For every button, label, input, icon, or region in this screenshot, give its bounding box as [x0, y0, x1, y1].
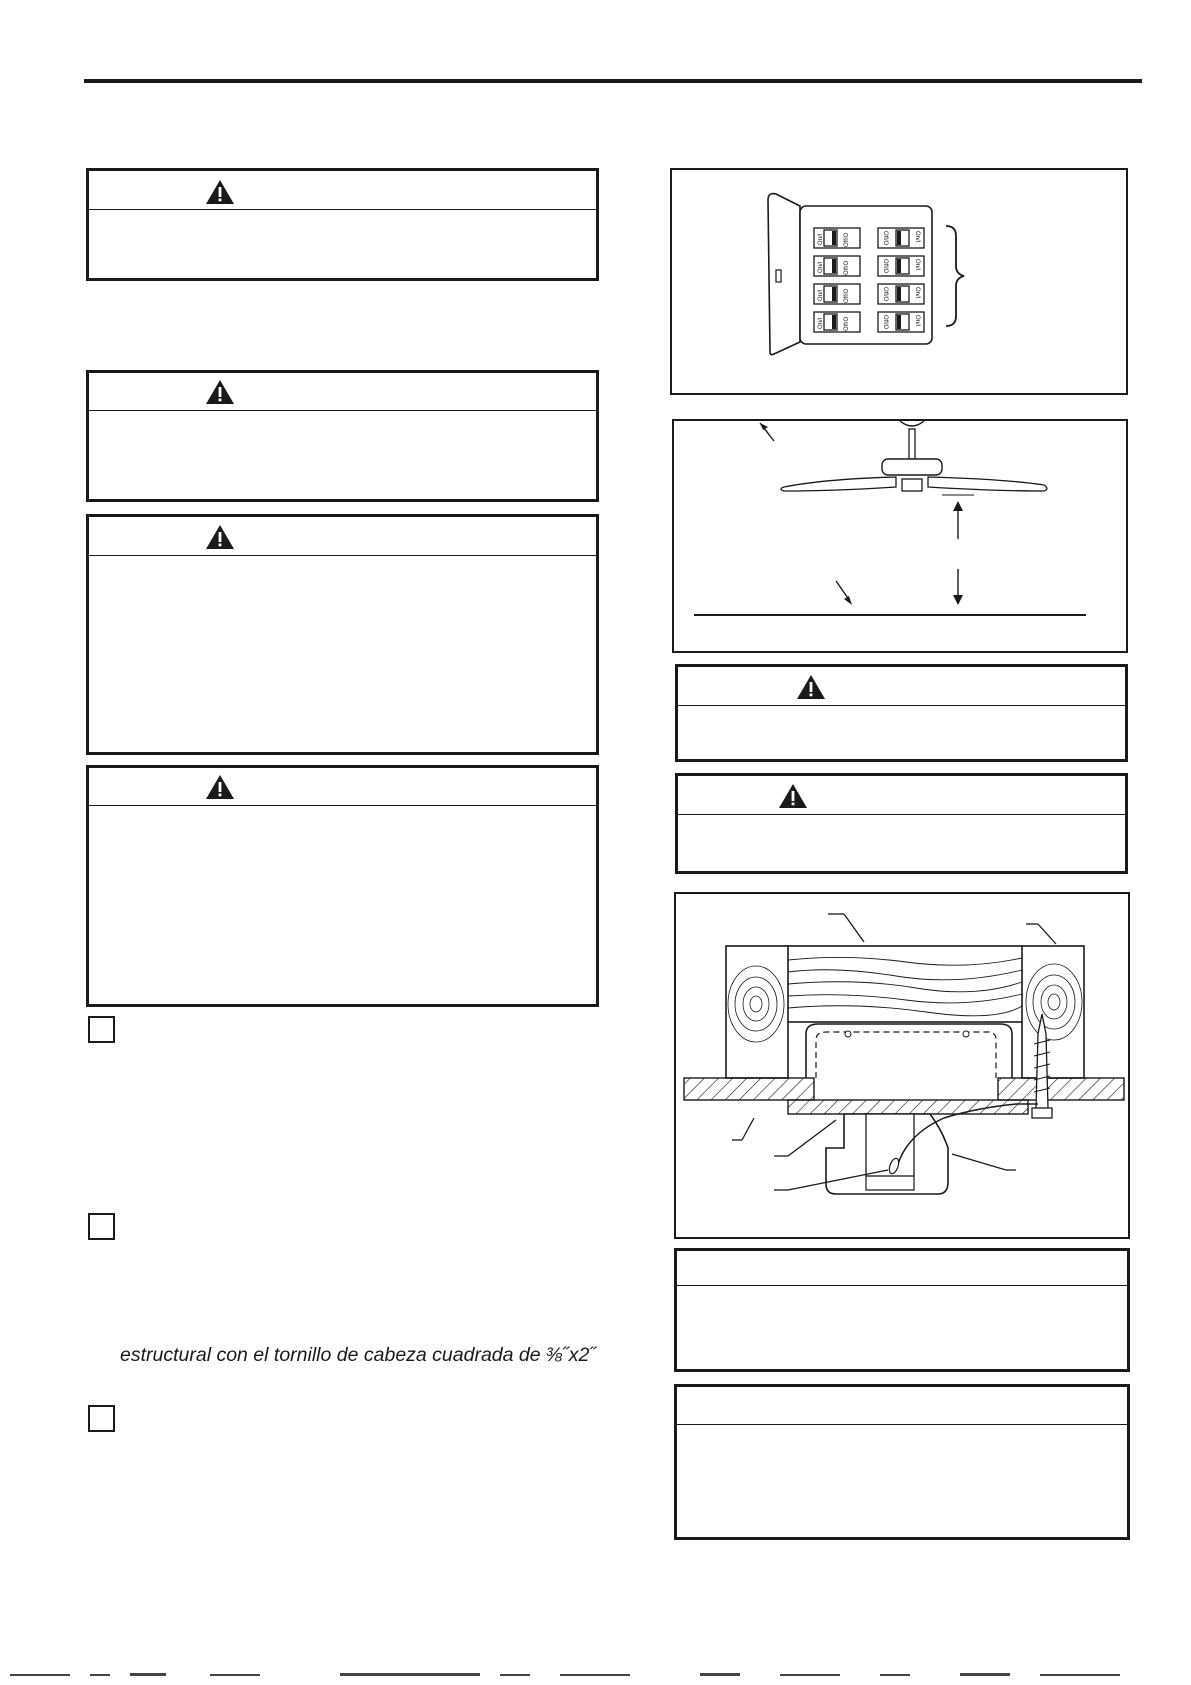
svg-text:Off/O: Off/O — [882, 287, 888, 302]
warning-triangle-icon — [205, 179, 235, 205]
door-latch-icon — [776, 270, 781, 282]
warning-box-2 — [86, 370, 599, 502]
svg-text:Off/O: Off/O — [882, 259, 888, 274]
note-box-header — [677, 1251, 1127, 1286]
wood-joist-right — [1022, 946, 1084, 1078]
svg-text:Off/O: Off/O — [844, 288, 850, 303]
fan-hub — [902, 479, 922, 491]
warning-box-header — [89, 517, 596, 556]
warning-triangle-icon — [778, 783, 808, 809]
figure-fan-clearance — [672, 419, 1128, 653]
svg-text:On/I: On/I — [818, 261, 824, 273]
step-checkbox-2[interactable] — [88, 1213, 115, 1240]
brace-icon — [946, 226, 964, 326]
breaker-panel-illustration — [672, 170, 1130, 397]
ceiling-drywall-left — [684, 1078, 814, 1100]
fan-downrod — [909, 429, 915, 459]
warning-box-1 — [86, 168, 599, 281]
warning-box-5 — [675, 664, 1128, 762]
svg-text:On/I: On/I — [818, 289, 824, 301]
figure-breaker-panel — [670, 168, 1128, 395]
note-box-header — [677, 1387, 1127, 1425]
svg-text:Off/O: Off/O — [844, 232, 850, 247]
header-rule — [84, 79, 1142, 83]
svg-text:On/I: On/I — [914, 259, 920, 271]
svg-text:Off/O: Off/O — [844, 260, 850, 275]
mounting-section-illustration — [676, 894, 1132, 1241]
fan-canopy — [900, 421, 924, 426]
fan-blade-right — [928, 477, 1047, 491]
fan-clearance-illustration — [674, 421, 1130, 655]
svg-text:On/I: On/I — [818, 233, 824, 245]
svg-text:On/I: On/I — [914, 231, 920, 243]
warning-box-3 — [86, 514, 599, 755]
step-checkbox-1[interactable] — [88, 1016, 115, 1043]
step2-body-text: estructural con el tornillo de cabeza cuadrada de ⅜˝x2˝ — [120, 1344, 596, 1366]
warning-box-4 — [86, 765, 599, 1007]
svg-text:Off/O: Off/O — [882, 315, 888, 330]
warning-box-header — [89, 373, 596, 411]
warning-box-header — [89, 768, 596, 806]
warning-triangle-icon — [205, 774, 235, 800]
note-box-2 — [674, 1384, 1130, 1540]
note-box-1 — [674, 1248, 1130, 1372]
svg-text:Off/O: Off/O — [882, 231, 888, 246]
fan-blade-left — [781, 477, 896, 491]
warning-box-header — [89, 171, 596, 210]
fan-motor — [882, 459, 942, 475]
warning-box-6 — [675, 773, 1128, 874]
warning-triangle-icon — [796, 674, 826, 700]
panel-door — [768, 194, 800, 355]
warning-triangle-icon — [205, 524, 235, 550]
figure-mounting-section — [674, 892, 1130, 1239]
warning-triangle-icon — [205, 379, 235, 405]
screw-head — [1032, 1108, 1052, 1118]
step-checkbox-3[interactable] — [88, 1405, 115, 1432]
warning-box-header — [678, 667, 1125, 706]
svg-text:On/I: On/I — [818, 317, 824, 329]
warning-box-header — [678, 776, 1125, 815]
ceiling-drywall-right — [998, 1078, 1124, 1100]
scan-edge-noise — [0, 1672, 1191, 1680]
svg-text:On/I: On/I — [914, 315, 920, 327]
svg-text:On/I: On/I — [914, 287, 920, 299]
svg-text:Off/O: Off/O — [844, 316, 850, 331]
